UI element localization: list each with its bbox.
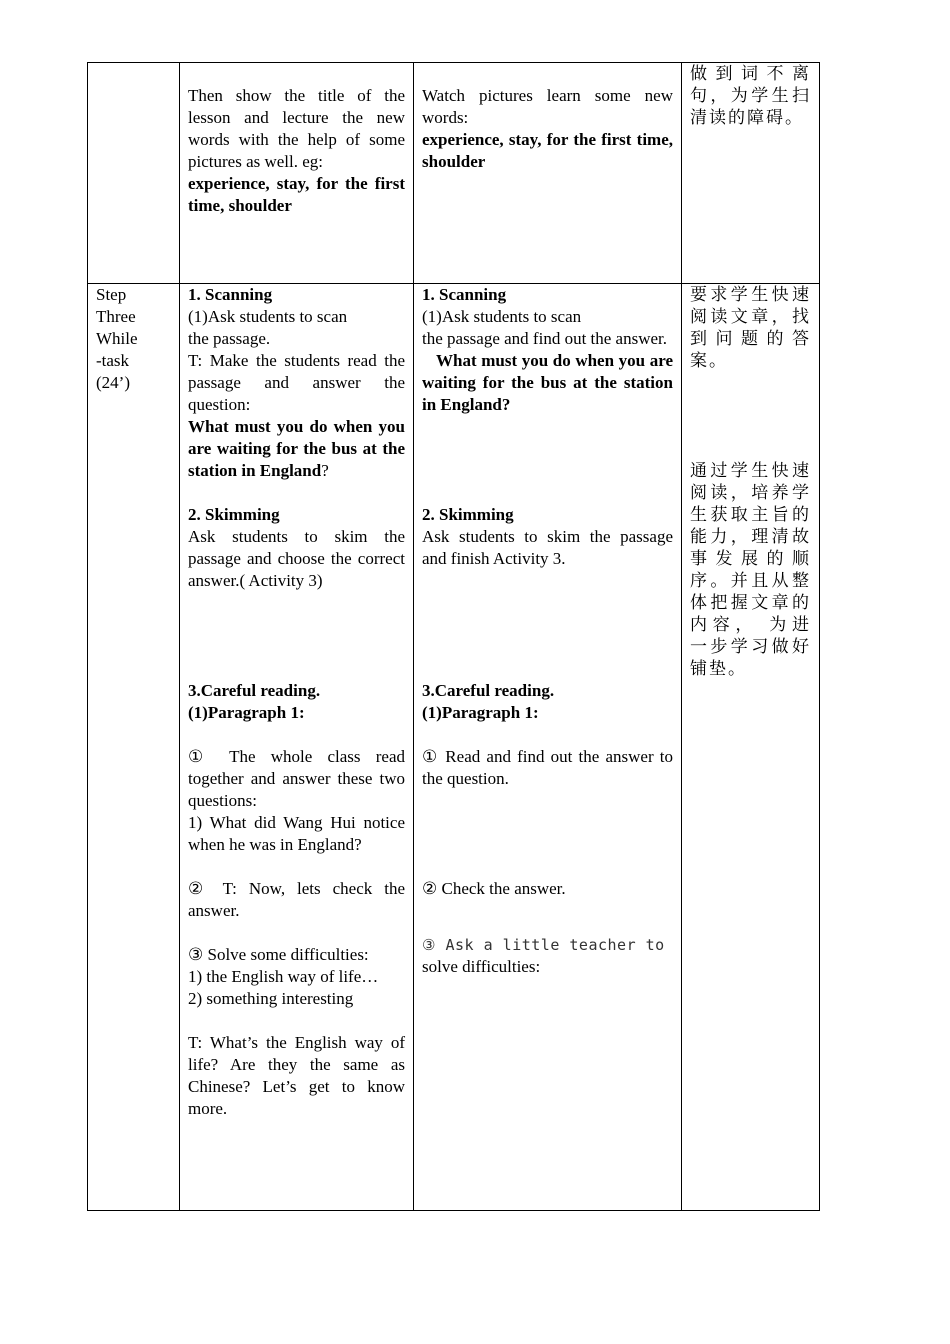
student-intro-text: Watch pictures learn some new words: — [422, 86, 673, 127]
skim-instruction: Ask students to skim the passage and choose the correct answer.( Activity 3) — [188, 527, 405, 590]
reading-question: 1) What did Wang Hui notice when he was in England? — [188, 813, 405, 854]
question-mark: ? — [321, 461, 329, 480]
purpose-text: 通过学生快速阅读，培养学生获取主旨的能力，理清故事发展的顺序。并且从整体把握文章的内容， 为进一步学习做好铺垫。 — [690, 461, 811, 679]
reading-step-1: ① The whole class read together and answer these two questions: — [188, 747, 405, 810]
reading-step-3: ③ Solve some difficulties: — [188, 945, 369, 964]
student-activity-cell — [414, 63, 682, 284]
table-row — [88, 63, 820, 284]
paragraph-heading: (1)Paragraph 1: — [188, 703, 305, 722]
scanning-heading: 1. Scanning — [188, 285, 273, 304]
lesson-plan-table — [87, 62, 820, 1211]
step-label: -task — [96, 351, 130, 370]
student-words-text: experience, stay, for the first time, shoulder — [422, 130, 673, 171]
step-label: Three — [96, 307, 136, 326]
scan-question: What must you do when you are waiting for the bus at the station in England — [188, 417, 405, 480]
purpose-cell — [682, 284, 820, 1211]
reading-step-2: ② T: Now, lets check the answer. — [188, 879, 405, 920]
teacher-words-text: experience, stay, for the first time, shoulder — [188, 174, 405, 215]
reading-step-3-cont: solve difficulties: — [422, 957, 541, 976]
scan-question: What must you do when you are waiting for the bus at the station in England? — [422, 351, 673, 414]
teacher-closing-question: T: What’s the English way of life? Are they the same as Chinese? Let’s get to know more. — [188, 1033, 405, 1118]
teacher-activity-cell — [180, 63, 414, 284]
skimming-heading: 2. Skimming — [188, 505, 280, 524]
teacher-activity-cell — [180, 284, 414, 1211]
scan-instruction: the passage and find out the answer. — [422, 329, 668, 348]
scan-instruction: the passage. — [188, 329, 271, 348]
careful-reading-heading: 3.Careful reading. — [188, 681, 321, 700]
reading-step-2: ② Check the answer. — [422, 879, 566, 898]
reading-step-3: ③ Ask a little teacher to — [422, 936, 665, 954]
step-label: While — [96, 329, 138, 348]
table-row — [88, 284, 820, 1211]
step-time: (24’) — [96, 373, 130, 392]
purpose-text: 要求学生快速阅读文章，找到问题的答案。 — [690, 285, 811, 371]
scan-instruction: (1)Ask students to scan — [422, 307, 582, 326]
difficulty-item: 2) something interesting — [188, 989, 354, 1008]
student-activity-cell — [414, 284, 682, 1211]
skimming-heading: 2. Skimming — [422, 505, 514, 524]
teacher-intro-text: Then show the title of the lesson and lecture the new words with the help of some pictures as well. eg: — [188, 86, 405, 171]
paragraph-heading: (1)Paragraph 1: — [422, 703, 539, 722]
scanning-heading: 1. Scanning — [422, 285, 507, 304]
skim-instruction: Ask students to skim the passage and finish Activity 3. — [422, 527, 673, 568]
careful-reading-heading: 3.Careful reading. — [422, 681, 555, 700]
difficulty-item: 1) the English way of life… — [188, 967, 379, 986]
step-cell — [88, 284, 180, 1211]
step-cell — [88, 63, 180, 284]
purpose-cell — [682, 63, 820, 284]
step-label: Step — [96, 285, 127, 304]
scan-instruction: (1)Ask students to scan — [188, 307, 348, 326]
reading-step-1: ① Read and find out the answer to the question. — [422, 747, 673, 788]
scan-instruction: T: Make the students read the passage and answer the question: — [188, 351, 405, 414]
purpose-text: 做到词不离句，为学生扫清读的障碍。 — [690, 64, 811, 128]
